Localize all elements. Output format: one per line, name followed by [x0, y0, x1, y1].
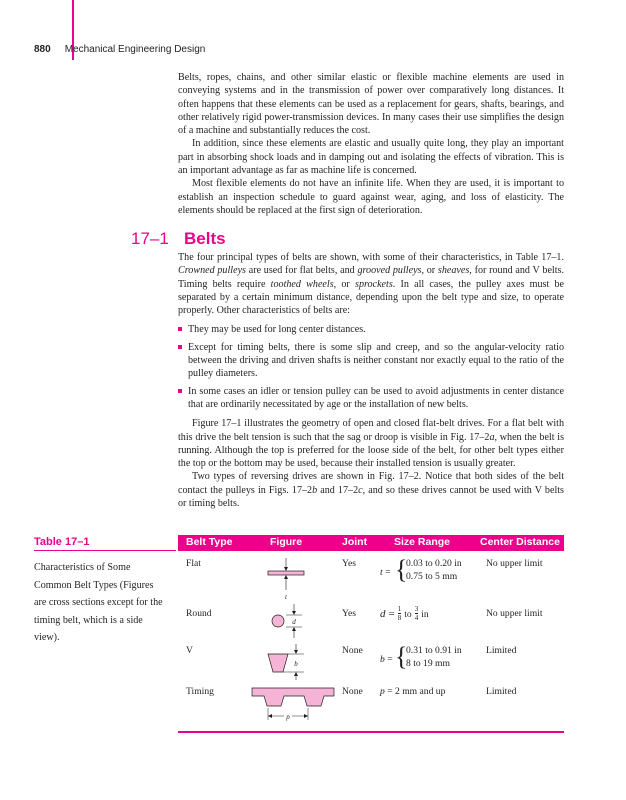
dimension-label-p: p	[286, 713, 290, 721]
intro-text	[178, 71, 564, 217]
column-header-figure: Figure	[270, 536, 303, 548]
page-number: 880	[34, 44, 51, 55]
list-item: They may be used for long center distances.	[178, 323, 564, 336]
list-item: Except for timing belts, there is some slip and creep, and so the angular-velocity ratio between the driving and driven shafts is neither constant nor exactly equal to the ratio of the pulley diameters.	[178, 341, 564, 381]
row-timing-size: p = 2 mm and up	[380, 686, 446, 697]
v-belt-figure	[264, 644, 310, 680]
brace-icon: {	[395, 642, 408, 671]
row-timing-joint: None	[342, 686, 363, 697]
row-flat-type: Flat	[186, 558, 201, 569]
intro-paragraph-2: In addition, since these elements are elastic and usually quite long, they play an important part in absorbing shock loads and in damping out and isolating the effects of vibration. This is an important advantage as far as machine life is concerned.	[178, 138, 564, 177]
row-round-size: d = $\frac{1}{8}$ to 3 4 in	[380, 605, 429, 622]
row-flat-center: No upper limit	[486, 558, 543, 569]
row-flat-size-line-1: 0.03 to 0.20 in	[406, 558, 462, 569]
flat-belt-figure	[260, 558, 310, 600]
row-round-center: No upper limit	[486, 608, 543, 619]
row-v-size: b =	[380, 654, 393, 665]
dimension-label-d: d	[292, 618, 296, 626]
dimension-arrow	[284, 575, 288, 579]
dimension-arrow	[292, 611, 296, 615]
brace-icon: {	[395, 555, 408, 584]
table-label: Table 17–1	[34, 536, 90, 548]
dimension-arrow	[294, 650, 298, 654]
dimension-arrow	[294, 672, 298, 676]
dimension-arrow	[304, 714, 308, 718]
column-header-center-distance: Center Distance	[480, 536, 560, 548]
row-flat-size-line-2: 0.75 to 5 mm	[406, 571, 458, 582]
dimension-label-b: b	[294, 660, 298, 668]
section-paragraph-1: The four principal types of belts are shown, with some of their characteristics, in Table 17–1. Crowned pulleys are used for flat belts, and grooved pulleys, or sheaves, for round and V belts. Timing belts require toothed wheels, or sprockets. In all cases, the pulley axes must be separated by a certain minimum distance, depending upon the belt type and size, to operate properly. Other characteristics of belts are:	[178, 252, 564, 317]
book-title: Mechanical Engineering Design	[64, 44, 206, 55]
row-flat-joint: Yes	[342, 558, 356, 569]
section-paragraph-3: Two types of reversing drives are shown in Fig. 17–2. Notice that both sides of the belt contact the pulleys in Figs. 17–2b and 17–2c, and so these drives cannot be used with V belts or timing belts.	[178, 471, 564, 510]
row-v-type: V	[186, 645, 193, 656]
timing-belt-profile	[252, 688, 334, 706]
column-header-size-range: Size Range	[394, 536, 451, 548]
dimension-label-t: t	[285, 593, 287, 600]
round-belt-section	[272, 615, 284, 627]
dimension-arrow	[292, 627, 296, 631]
row-timing-center: Limited	[486, 686, 517, 697]
row-v-center: Limited	[486, 645, 517, 656]
row-round-type: Round	[186, 608, 212, 619]
dimension-arrow	[284, 567, 288, 571]
row-timing-type: Timing	[186, 686, 214, 697]
table-bottom-rule	[178, 731, 564, 733]
column-header-belt-type: Belt Type	[186, 536, 233, 548]
running-head	[34, 44, 205, 55]
table-caption: Characteristics of Some Common Belt Types (Figures are cross sections except for the timing belt, which is a side view).	[34, 562, 163, 643]
timing-belt-figure	[250, 684, 336, 724]
list-item: In some cases an idler or tension pulley can be used to avoid adjustments in center distance that are ordinarily necessitated by age or the installation of new belts.	[178, 385, 564, 412]
row-v-size-line-2: 8 to 19 mm	[406, 658, 450, 669]
column-header-joint: Joint	[342, 536, 368, 548]
v-belt-section	[268, 654, 288, 672]
section-number: 17–1	[131, 229, 169, 248]
row-v-size-line-1: 0.31 to 0.91 in	[406, 645, 462, 656]
table-label-rule	[34, 550, 176, 551]
intro-paragraph-1: Belts, ropes, chains, and other similar elastic or flexible machine elements are used in conveying systems and in the transmission of power over comparatively long distances. It often happens that these elements can be used as a replacement for gears, shafts, bearings, and other relatively rigid power-transmission devices. In many cases their use simplifies the design of a machine and substantially reduces the cost.	[178, 72, 564, 137]
row-round-joint: Yes	[342, 608, 356, 619]
section-body	[178, 251, 564, 510]
section-paragraph-2: Figure 17–1 illustrates the geometry of open and closed flat-belt drives. For a flat belt with this drive the belt tension is such that the sag or droop is visible in Fig. 17–2a, when the belt is running. Although the top is preferred for the loose side of the belt, for other belt types either the top or the bottom may be used, because their installed tension is usually greater.	[178, 418, 564, 470]
characteristics-list	[178, 323, 564, 411]
round-belt-figure	[262, 604, 308, 638]
flat-belt-section	[268, 571, 304, 575]
row-flat-size: t =	[380, 567, 391, 578]
intro-paragraph-3: Most flexible elements do not have an infinite life. When they are used, it is important to establish an inspection schedule to guard against wear, aging, and loss of elasticity. The elements should be replaced at the first sign of deterioration.	[178, 178, 564, 216]
table-header	[178, 535, 564, 551]
section-title: Belts	[184, 229, 226, 248]
dimension-arrow	[268, 714, 272, 718]
row-v-joint: None	[342, 645, 363, 656]
